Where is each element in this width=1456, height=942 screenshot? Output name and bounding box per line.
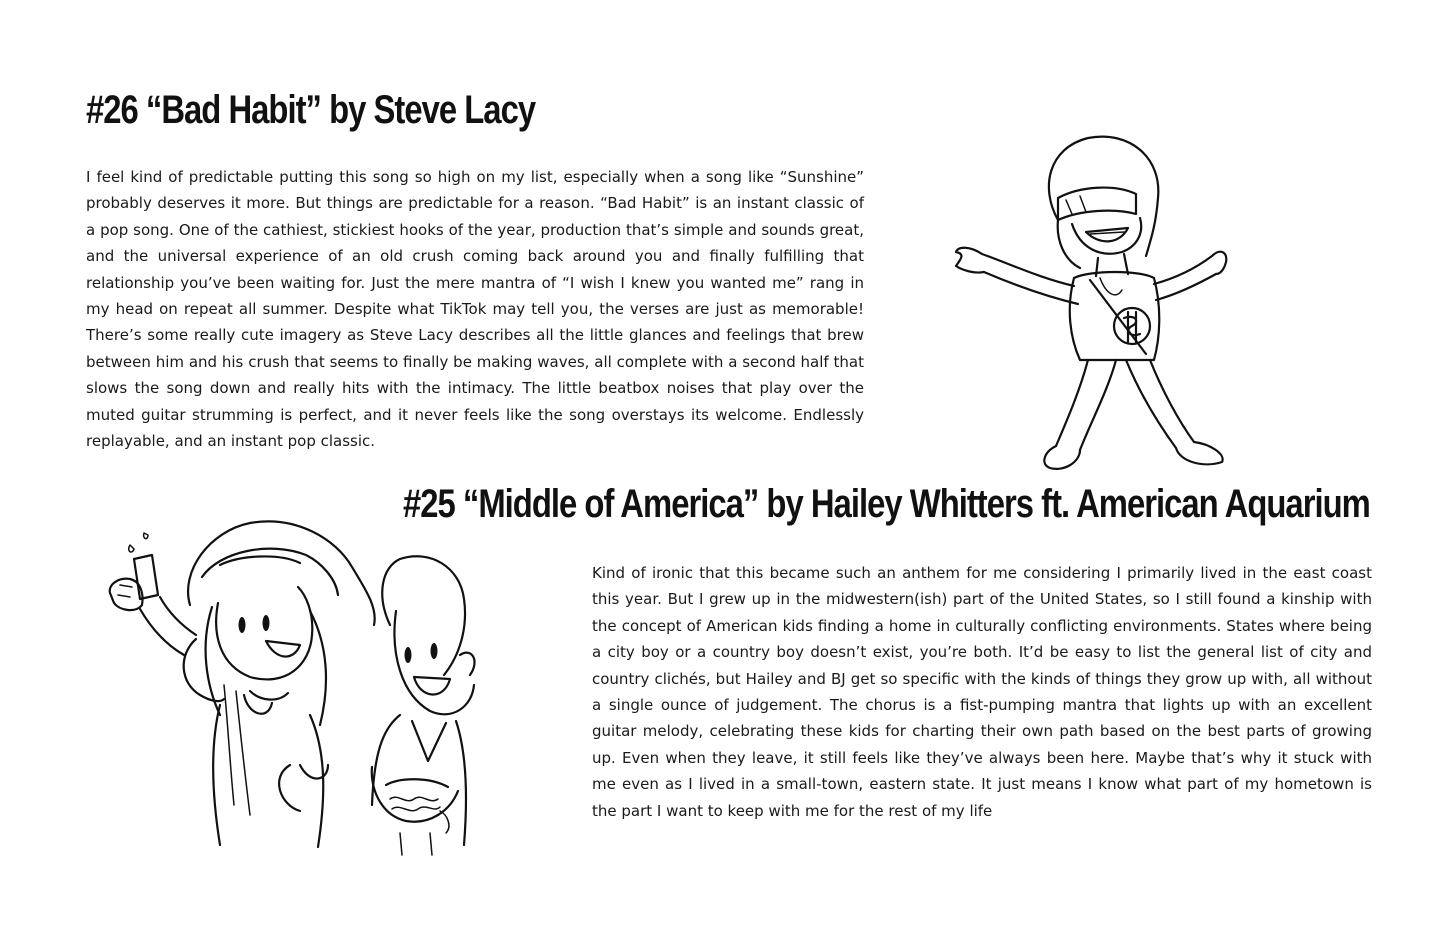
entry-25-body: Kind of ironic that this became such an anthem for me considering I primarily lived in the east coast this year. But I grew up in the midwestern(ish) part of the United States, so I still found a kinship with the concept of American kids finding a home in culturally conflicting environments. States where being a city boy or a country boy doesn’t exist, you’re both. It’d be easy to list the general list of city and country clichés, but Hailey and BJ get so specific with the kinds of things they grow up with, all without a single ounce of judgement. The chorus is a fist-pumping mantra that lights up with an excellent guitar melody, celebrating these kids for charting their own path based on the best parts of growing up. Even when they leave, it still feels like they’ve always been here. Maybe that’s why it stuck with me even as I lived in a small-town, eastern state. It just means I know what part of my hometown is the part I want to keep with me for the rest of my life bbox=[592, 564, 1372, 820]
entry-26-heading: #26 “Bad Habit” by Steve Lacy bbox=[86, 88, 536, 132]
entry-25-heading: #25 “Middle of America” by Hailey Whitters ft. American Aquarium bbox=[403, 482, 1370, 526]
steve-lacy-illustration bbox=[940, 128, 1230, 480]
entry-26-body: I feel kind of predictable putting this song so high on my list, especially when a song like “Sunshine” probably deserves it more. But things are predictable for a reason. “Bad Habit” is an instant classic of a pop song. One of the cathiest, stickiest hooks of the year, production that’s simple and sounds great, and the universal experience of an old crush coming back around you and finally fulfilling that relationship you’ve been waiting for. Just the mere mantra of “I wish I knew you wanted me” rang in my head on repeat all summer. Despite what TikTok may tell you, the verses are just as memorable! There’s some really cute imagery as Steve Lacy describes all the little glances and feelings that brew between him and his crush that seems to finally be making waves, all complete with a second half that slows the song down and really hits with the intimacy. The little beatbox noises that play over the muted guitar strumming is perfect, and it never feels like the song overstays its welcome. Endlessly replayable, and an instant pop classic. bbox=[86, 168, 864, 451]
hailey-and-bj-illustration bbox=[100, 515, 480, 860]
